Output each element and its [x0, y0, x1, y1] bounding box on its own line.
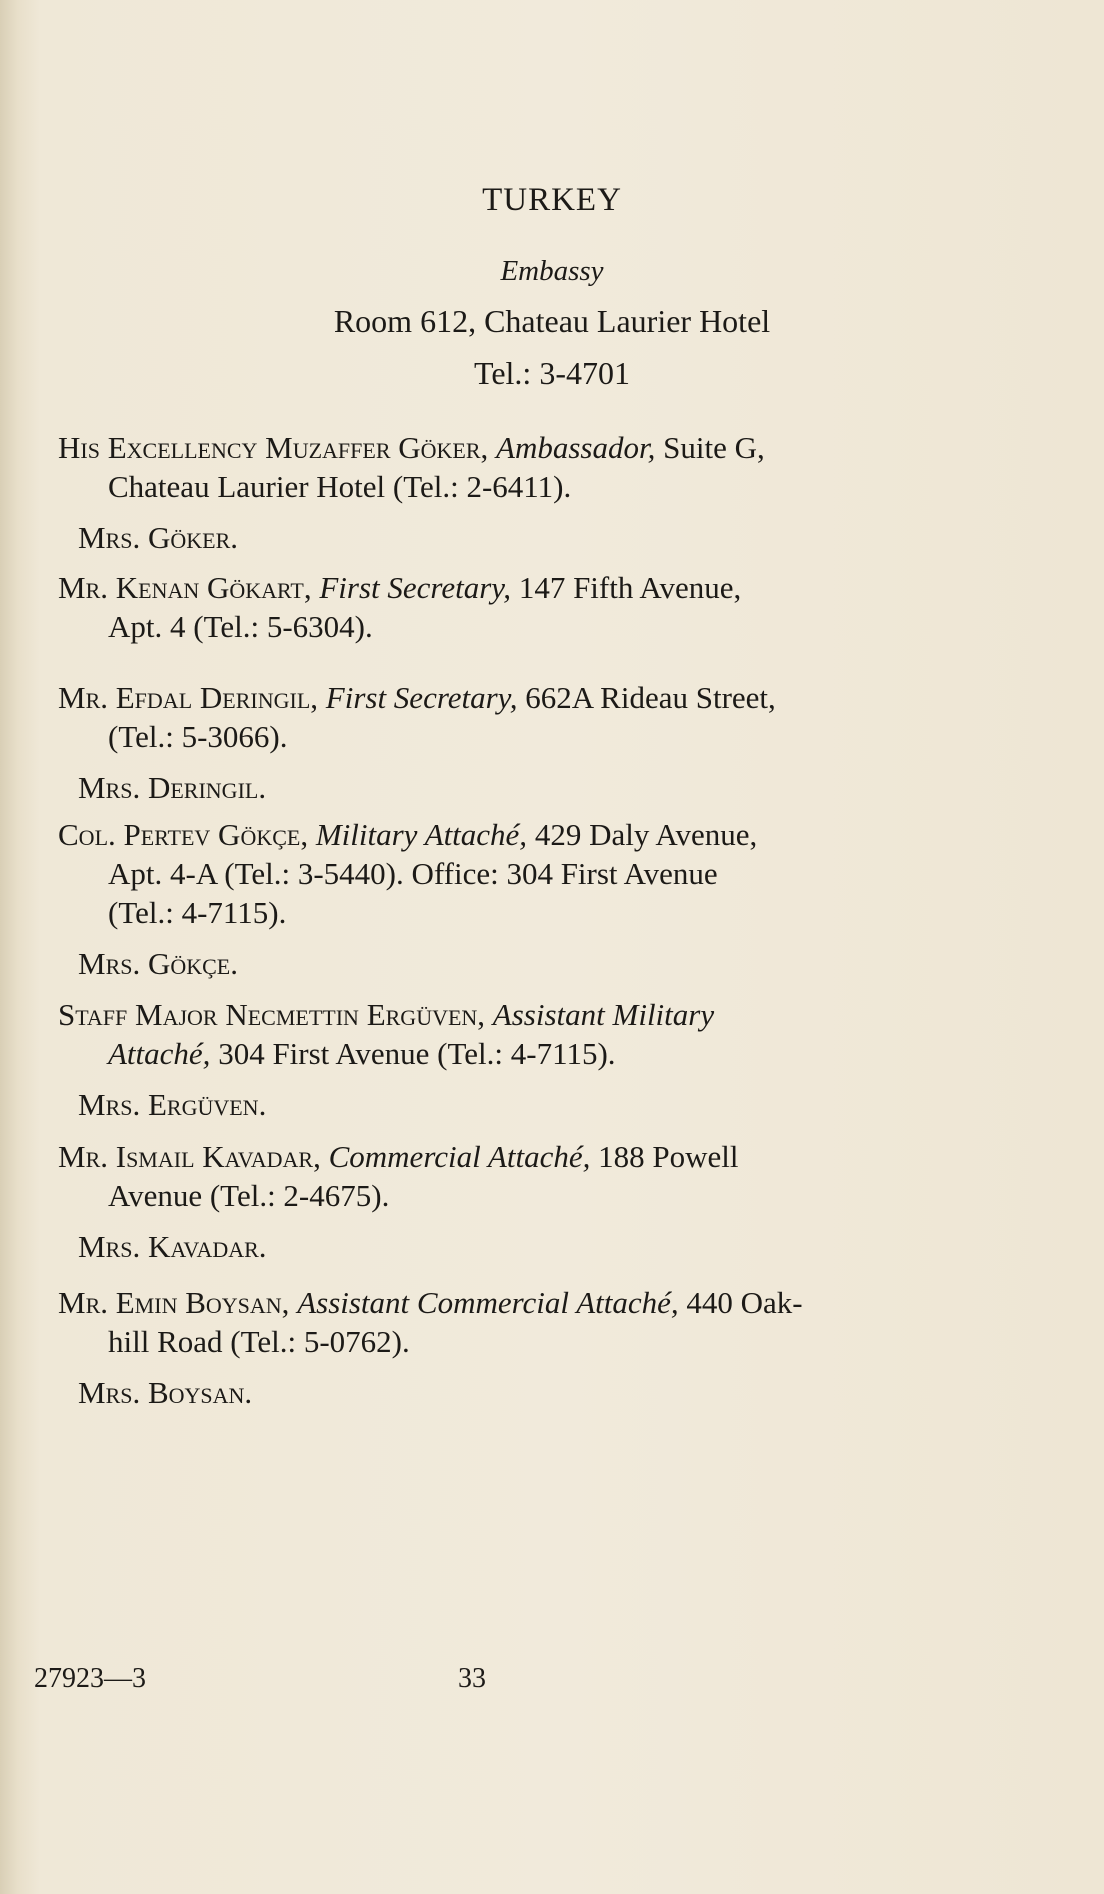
entry-address-cont: Avenue (Tel.: 2-4675).: [108, 1178, 390, 1213]
entry-address-cont: hill Road (Tel.: 5-0762).: [108, 1324, 410, 1359]
entry-role: First Secretary,: [319, 570, 512, 605]
entry-name: Kenan Gökart,: [115, 570, 312, 605]
entry-role-cont: Attaché,: [108, 1036, 211, 1071]
entry-role: Assistant Military: [492, 997, 715, 1032]
entry-role: First Secretary,: [325, 680, 518, 715]
entry-role: Ambassador,: [496, 430, 656, 465]
entry-address: 440 Oak-: [678, 1285, 803, 1320]
entry-spouse: Mrs. Ergüven.: [78, 1087, 267, 1122]
entry-title: Mr.: [58, 1285, 108, 1320]
embassy-telephone: Tel.: 3-4701: [474, 355, 630, 391]
entry-address-cont-2: (Tel.: 4-7115).: [108, 895, 287, 930]
entry-address: 304 First Avenue (Tel.: 4-7115).: [210, 1036, 616, 1071]
embassy-address: Room 612, Chateau Laurier Hotel: [333, 303, 771, 339]
entry-address: Suite G,: [655, 430, 765, 465]
entry-name: Ismail Kavadar,: [115, 1139, 321, 1174]
entry-address-cont: Chateau Laurier Hotel (Tel.: 2-6411).: [108, 469, 572, 504]
entry-address-cont: (Tel.: 5-3066).: [108, 719, 288, 754]
staff-entry-military-attache: [58, 815, 948, 983]
entry-address: 188 Powell: [590, 1139, 739, 1174]
entry-address: 662A Rideau Street,: [517, 680, 776, 715]
entry-title: His Excellency: [58, 430, 258, 465]
staff-entry-assistant-military-attache: [58, 995, 948, 1124]
entry-role: Military Attaché,: [315, 817, 528, 852]
entry-name: Major Necmettin Ergüven,: [135, 997, 486, 1032]
entry-name: Pertev Gökçe,: [123, 817, 309, 852]
entry-spouse: Mrs. Gökçe.: [78, 946, 238, 981]
entry-title: Staff: [58, 997, 128, 1032]
entry-address-cont: Apt. 4 (Tel.: 5-6304).: [108, 609, 373, 644]
entry-name: Muzaffer Göker,: [265, 430, 489, 465]
entry-spouse: Mrs. Deringil.: [78, 770, 267, 805]
entry-address: 429 Daly Avenue,: [527, 817, 758, 852]
office-subheading: Embassy: [500, 255, 604, 287]
page-number: 33: [458, 1663, 486, 1694]
entry-address-cont: Apt. 4-A (Tel.: 3-5440). Office: 304 First Avenue: [108, 856, 718, 891]
entry-role: Assistant Commercial Attaché,: [297, 1285, 679, 1320]
staff-entry-assistant-commercial-attache: [58, 1283, 948, 1412]
staff-entry-commercial-attache: [58, 1137, 948, 1266]
entry-name: Emin Boysan,: [115, 1285, 290, 1320]
staff-entry-first-secretary: [58, 568, 948, 646]
entry-spouse: Mrs. Boysan.: [78, 1375, 253, 1410]
entry-title: Mr.: [58, 680, 108, 715]
entry-title: Mr.: [58, 570, 108, 605]
entry-address: 147 Fifth Avenue,: [511, 570, 742, 605]
entry-name: Efdal Deringil,: [115, 680, 319, 715]
staff-entry-ambassador: [58, 428, 948, 557]
country-heading: TURKEY: [482, 182, 622, 218]
print-code: 27923—3: [34, 1663, 146, 1694]
entry-role: Commercial Attaché,: [328, 1139, 591, 1174]
entry-title: Mr.: [58, 1139, 108, 1174]
entry-spouse: Mrs. Kavadar.: [78, 1229, 267, 1264]
entry-spouse: Mrs. Göker.: [78, 520, 238, 555]
staff-entry-first-secretary-2: [58, 678, 948, 807]
entry-title: Col.: [58, 817, 116, 852]
